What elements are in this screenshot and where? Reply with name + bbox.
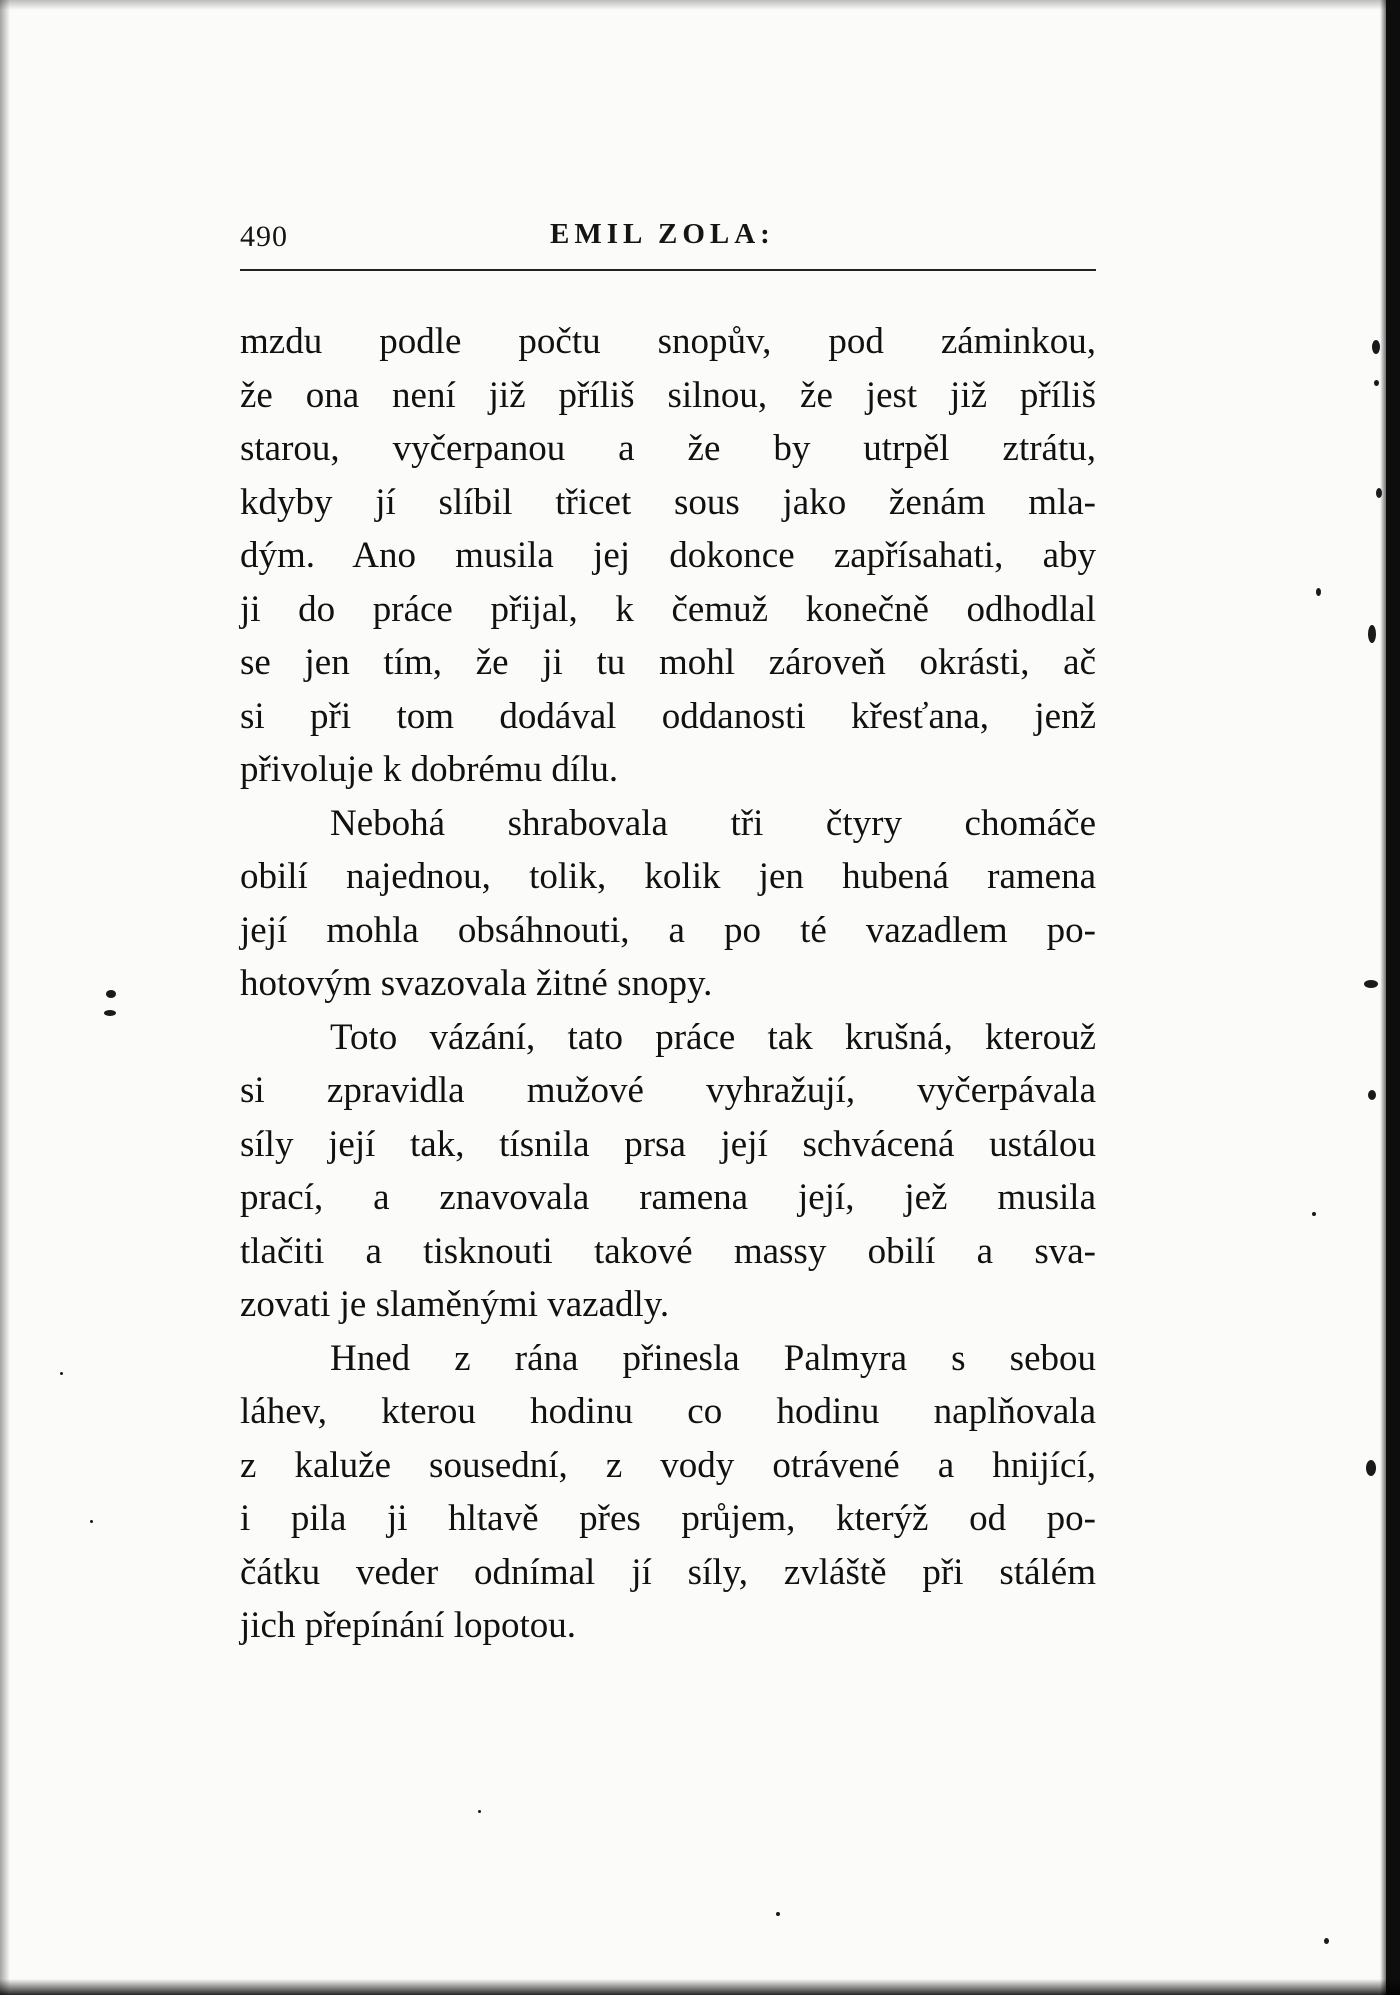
- paragraph-2: [240, 797, 1096, 1011]
- text-line: z kaluže sousední, z vody otrávené a hnijící,: [240, 1444, 1096, 1486]
- text-line: mzdu podle počtu snopův, pod záminkou,: [240, 321, 1096, 362]
- body-text: [240, 315, 1096, 1653]
- scan-speck: [106, 990, 116, 998]
- text-line: se jen tím, že ji tu mohl zároveň okrásti, ač: [240, 642, 1096, 683]
- running-title: EMIL ZOLA:: [550, 218, 775, 250]
- text-line: její mohla obsáhnouti, a po té vazadlem po-: [240, 909, 1096, 951]
- scan-speck: [1368, 625, 1376, 643]
- page-number: 490: [240, 220, 288, 253]
- scan-speck: [1366, 1460, 1376, 1476]
- text-line: si zpravidla mužové vyhražují, vyčerpávala: [240, 1070, 1096, 1111]
- scan-speck: [1364, 980, 1378, 988]
- scan-speck: [1376, 488, 1382, 498]
- text-line: starou, vyčerpanou a že by utrpěl ztrátu,: [240, 428, 1096, 469]
- scan-speck: [1374, 380, 1379, 386]
- paragraph-4: [240, 1332, 1096, 1653]
- text-line: Toto vázání, tato práce tak krušná, kterouž: [330, 1016, 1096, 1058]
- text-line: přivoluje k dobrému dílu.: [240, 749, 619, 790]
- scan-speck: [1368, 1090, 1376, 1100]
- scan-speck: [776, 1912, 780, 1916]
- scan-speck: [1312, 1212, 1316, 1216]
- text-line: zovati je slaměnými vazadly.: [240, 1284, 670, 1325]
- text-line: láhev, kterou hodinu co hodinu naplňovala: [240, 1391, 1096, 1432]
- scan-speck: [1324, 1938, 1329, 1944]
- scan-edge-right: [1386, 0, 1400, 1995]
- text-line: dým. Ano musila jej dokonce zapřísahati, aby: [240, 535, 1096, 576]
- scan-speck: [478, 1810, 481, 1813]
- text-line: tlačiti a tisknouti takové massy obilí a sva-: [240, 1230, 1096, 1272]
- text-line: i pila ji hltavě přes průjem, kterýž od po-: [240, 1498, 1096, 1539]
- text-line: si při tom dodával oddanosti křesťana, jenž: [240, 695, 1096, 737]
- scan-edge-left: [0, 0, 10, 1995]
- scan-edge-bottom: [0, 1979, 1400, 1995]
- text-line: ji do práce přijal, k čemuž konečně odhodlal: [240, 588, 1096, 630]
- paragraph-1: [240, 315, 1096, 797]
- text-line: hotovým svazovala žitné snopy.: [240, 963, 713, 1004]
- text-line: čátku veder odnímal jí síly, zvláště při stálém: [240, 1551, 1096, 1593]
- scan-speck: [1316, 588, 1321, 596]
- scan-speck: [90, 1520, 93, 1523]
- text-line: síly její tak, tísnila prsa její schvácená ustálou: [240, 1123, 1096, 1165]
- text-line: kdyby jí slíbil třicet sous jako ženám mla-: [240, 481, 1096, 523]
- scan-speck: [1372, 340, 1380, 354]
- text-line: že ona není již příliš silnou, že jest již příliš: [240, 374, 1096, 416]
- running-header: [240, 218, 1096, 258]
- header-rule: [240, 269, 1096, 271]
- scan-edge-top: [0, 0, 1400, 10]
- text-line: Hned z rána přinesla Palmyra s sebou: [330, 1337, 1096, 1379]
- text-line: jich přepínání lopotou.: [240, 1605, 577, 1646]
- text-line: Nebohá shrabovala tři čtyry chomáče: [330, 802, 1096, 844]
- scan-speck: [60, 1372, 63, 1375]
- paragraph-3: [240, 1011, 1096, 1332]
- text-line: prací, a znavovala ramena její, jež musila: [240, 1177, 1096, 1218]
- scan-speck: [104, 1010, 116, 1016]
- text-line: obilí najednou, tolik, kolik jen hubená ramena: [240, 856, 1096, 897]
